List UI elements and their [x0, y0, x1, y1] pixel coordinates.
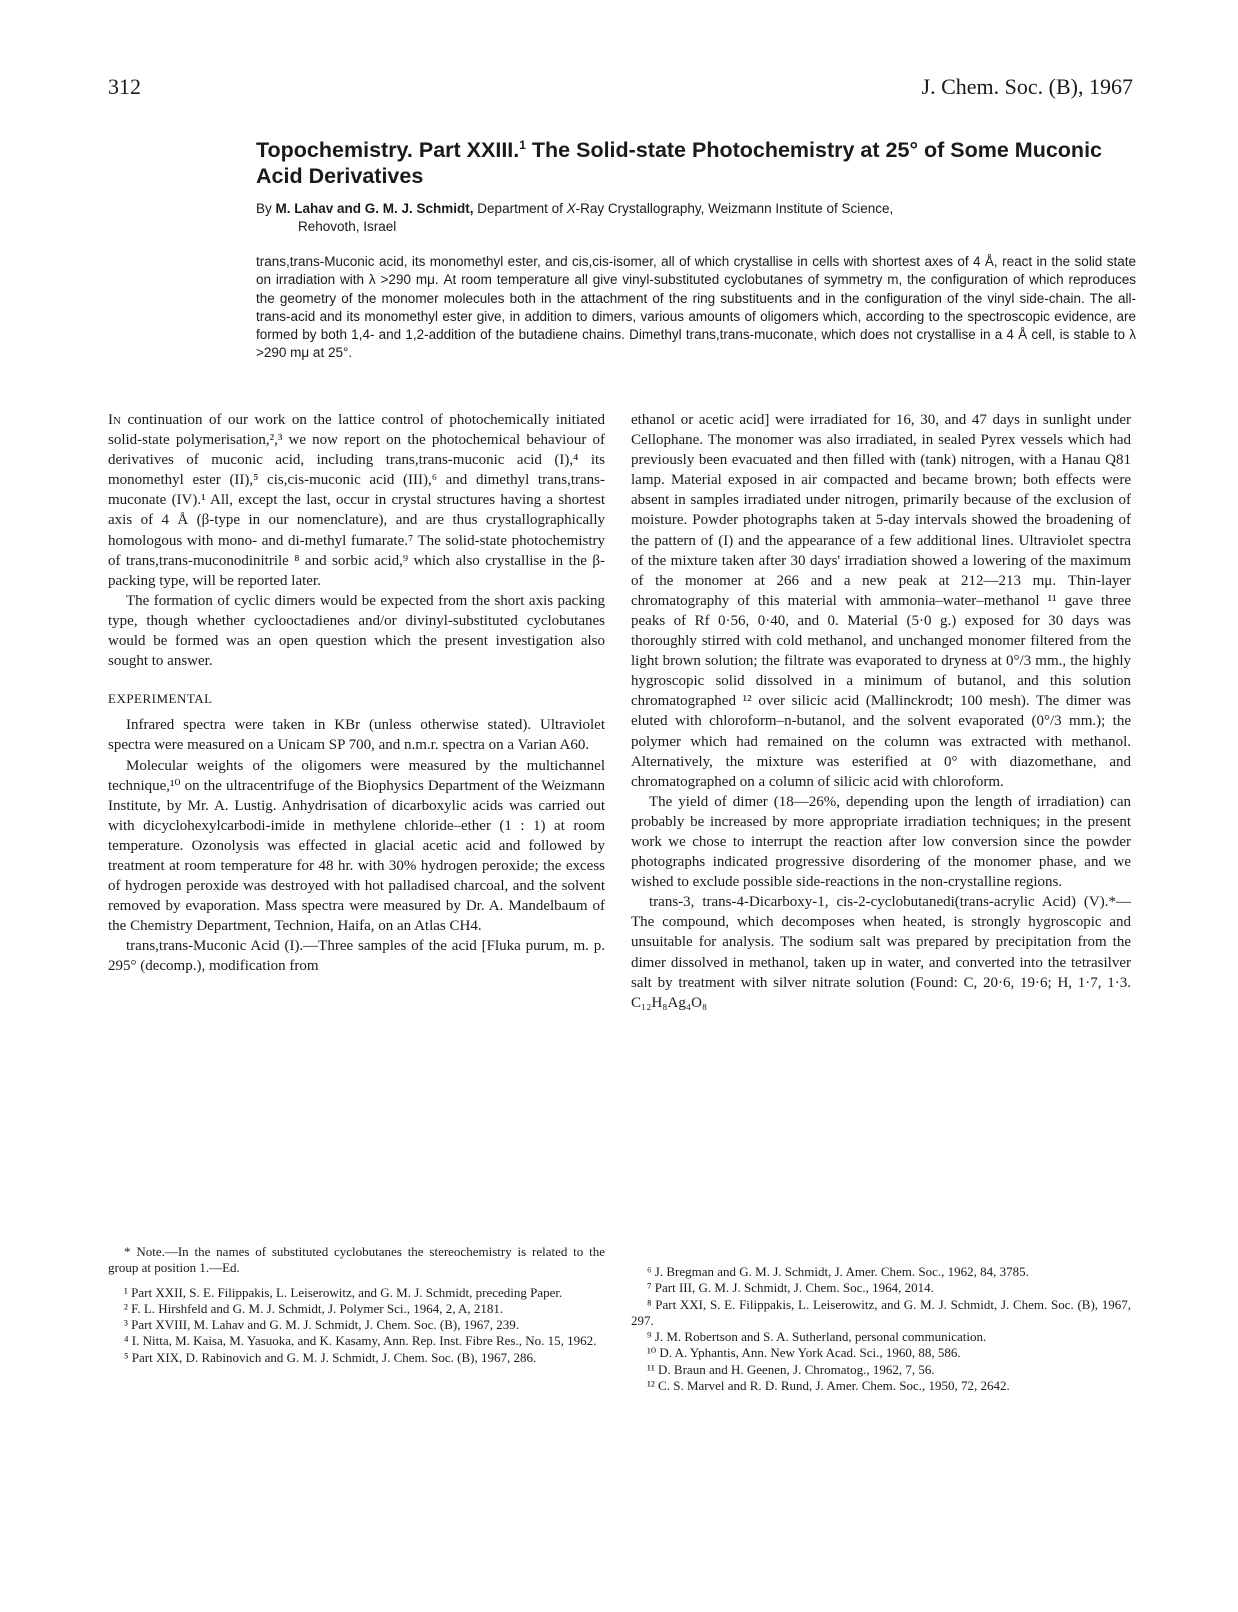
author-block: [256, 200, 1136, 236]
title-main: Topochemistry. Part XXIII.: [256, 138, 520, 163]
page-number: 312: [108, 74, 141, 99]
affiliation-part-2: -Ray Crystallography, Weizmann Institute of Science,: [575, 201, 894, 216]
drop-cap: In: [108, 412, 121, 428]
article-title: [256, 132, 1136, 189]
affiliation-part-1: Department of: [473, 201, 567, 216]
author-by: By: [256, 201, 276, 216]
intro-paragraph-1: [108, 410, 605, 591]
footnote-7: ⁷ Part III, G. M. J. Schmidt, J. Chem. Soc., 1964, 2014.: [647, 1280, 934, 1296]
footnote-12: ¹² C. S. Marvel and R. D. Rund, J. Amer. Chem. Soc., 1950, 72, 2642.: [647, 1378, 1010, 1394]
footnotes-right: [631, 1264, 1131, 1394]
right-paragraph-3: trans-3, trans-4-Dicarboxy-1, cis-2-cyclobutanedi(trans-acrylic Acid) (V).*—The compound, which decomposes when heated, is strongly hygroscopic and unsuitable for analysis. The sodium salt was prepared by precipitation from the dimer dissolved in methanol, taken up in water, and converted into the tetrasilver salt by treatment with silver nitrate solution (Found: C, 20·6, 19·6; H, 1·7, 1·3. C₁₂H₈Ag₄O₈: [631, 894, 1131, 1011]
footnote-10: ¹⁰ D. A. Yphantis, Ann. New York Acad. Sci., 1960, 88, 586.: [647, 1345, 961, 1361]
footnote-2: ² F. L. Hirshfeld and G. M. J. Schmidt, J. Polymer Sci., 1964, 2, A, 2181.: [124, 1300, 504, 1316]
footnote-6: ⁶ J. Bregman and G. M. J. Schmidt, J. Amer. Chem. Soc., 1962, 84, 3785.: [647, 1264, 1029, 1279]
title-rest: The Solid-state Photochemistry at 25° of Some Muconic Acid Derivatives: [256, 138, 1102, 189]
footnote-4: ⁴ I. Nitta, M. Kaisa, M. Yasuoka, and K. Kasamy, Ann. Rep. Inst. Fibre Res., No. 15, 1962.: [124, 1333, 597, 1349]
footnote-8: ⁸ Part XXI, S. E. Filippakis, L. Leiserowitz, and G. M. J. Schmidt, J. Chem. Soc. (B), 1967, 297.: [631, 1296, 1131, 1328]
footnote-11: ¹¹ D. Braun and H. Geenen, J. Chromatog., 1962, 7, 56.: [647, 1361, 935, 1377]
footnote-3: ³ Part XVIII, M. Lahav and G. M. J. Schmidt, J. Chem. Soc. (B), 1967, 239.: [124, 1317, 519, 1333]
author-names: M. Lahav and G. M. J. Schmidt,: [275, 201, 474, 216]
intro-paragraph-1-text: continuation of our work on the lattice control of photochemically initiated solid-state polymerisation,²,³ we now report on the photochemical behaviour of derivatives of muconic acid, including trans,trans-muconic acid (I),⁴ its monomethyl ester (II),⁵ cis,cis-muconic acid (III),⁶ and dimethyl trans,trans-muconate (IV).¹ All, except the last, occur in crystal structures having a shortest axis of 4 Å (β-type in our nomenclature), and are thus crystallographically homologous with mono- and di-methyl fumarate.⁷ The solid-state photochemistry of trans,trans-muconodinitrile ⁸ and sorbic acid,⁹ which also crystallise in the β-packing type, will be reported later.: [108, 412, 605, 589]
left-column: [108, 410, 605, 977]
experimental-paragraph-2: Molecular weights of the oligomers were measured by the multichannel technique,¹⁰ on the ultracentrifuge of the Biophysics Department of the Weizmann Institute, by Mr. A. Lustig. Anhydrisation of dicarboxylic acids was carried out with dicyclohexylcarbodi-imide in methylene chloride–ether (1 : 1) at room temperature. Ozonolysis was effected in glacial acetic acid and followed by treatment at room temperature for 48 hr. with 30% hydrogen peroxide; the excess of hydrogen peroxide was destroyed with hot palladised charcoal, and the solvent removed by evaporation. Mass spectra were measured by Dr. A. Mandelbaum of the Chemistry Department, Technion, Haifa, on an Atlas CH4.: [108, 757, 605, 935]
affiliation-city: Rehovoth, Israel: [298, 219, 397, 234]
affiliation-x: X: [566, 201, 576, 216]
journal-citation: J. Chem. Soc. (B), 1967: [921, 74, 1133, 99]
title-footnote-ref: 1: [519, 138, 526, 152]
intro-paragraph-2: The formation of cyclic dimers would be expected from the short axis packing type, though whether cyclooctadienes and/or divinyl-substituted cyclobutanes would be formed was an open question which the present investigation also sought to answer.: [108, 592, 605, 670]
footnote-note: * Note.—In the names of substituted cyclobutanes the stereochemistry is related to the group at position 1.—Ed.: [108, 1244, 605, 1276]
experimental-paragraph-3: trans,trans-Muconic Acid (I).—Three samples of the acid [Fluka purum, m. p. 295° (decomp.), modification from: [108, 938, 605, 975]
footnote-1: ¹ Part XXII, S. E. Filippakis, L. Leiserowitz, and G. M. J. Schmidt, preceding Paper.: [124, 1284, 563, 1300]
abstract: trans,trans-Muconic acid, its monomethyl ester, and cis,cis-isomer, all of which crystallise in cells with shortest axes of 4 Å, react in the solid state on irradiation with λ >290 mμ. At room temperature all give vinyl-substituted cyclobutanes of symmetry m, the configuration of which reproduces the geometry of the monomer molecules both in the attachment of the ring substituents and in the configuration of the vinyl side-chain. The all-trans-acid and its monomethyl ester give, in addition to dimers, various amounts of oligomers which, according to the spectroscopic evidence, are formed by both 1,4- and 1,2-addition of the butadiene chains. Dimethyl trans,trans-muconate, which does not crystallise in a 4 Å cell, is stable to λ >290 mμ at 25°.: [256, 254, 1136, 361]
right-paragraph-2: The yield of dimer (18—26%, depending upon the length of irradiation) can probably be increased by more appropriate irradiation techniques; in the present work we chose to interrupt the reaction after low conversion since the powder photographs indicated progressive disordering of the monomer phase, and we wished to exclude possible side-reactions in the non-crystalline regions.: [631, 793, 1131, 891]
footnote-9: ⁹ J. M. Robertson and S. A. Sutherland, personal communication.: [647, 1329, 987, 1345]
experimental-paragraph-1: Infrared spectra were taken in KBr (unless otherwise stated). Ultraviolet spectra were measured on a Unicam SP 700, and n.m.r. spectra on a Varian A60.: [108, 717, 605, 754]
footnotes-left: [108, 1244, 605, 1366]
section-heading-experimental: EXPERIMENTAL: [108, 691, 213, 707]
right-paragraph-1: ethanol or acetic acid] were irradiated for 16, 30, and 47 days in sunlight under Cellophane. The monomer was also irradiated, in sealed Pyrex vessels which had previously been evacuated and then filled with (tank) nitrogen, with a Hanau Q81 lamp. Material exposed in air compacted and became brown; both effects were absent in samples irradiated under nitrogen, primarily because of the exclusion of moisture. Powder photographs taken at 5-day intervals showed the broadening of the pattern of (I) and the appearance of a few additional lines. Ultraviolet spectra of the mixture taken after 30 days' irradiation showed a lowering of the maximum of the monomer at 266 and a new peak at 212—213 mμ. Thin-layer chromatography of this material with ammonia–water–methanol ¹¹ gave three peaks of Rf 0·56, 0·40, and 0. Material (5·0 g.) exposed for 30 days was thoroughly stirred with cold methanol, and unchanged monomer filtered from the light brown solution; the filtrate was evaporated to dryness at 0°/3 mm., the highly hygroscopic solid dissolved in a minimum of butanol, and this solution chromatographed ¹² over silicic acid (Mallinckrodt; 100 mesh). The dimer was eluted with chloroform–n-butanol, and the solvent evaporated (0°/3 mm.); the polymer which had remained on the column was extracted with methanol. Alternatively, the mixture was esterified at 0° with diazomethane, and chromatographed on a column of silicic acid with chloroform.: [631, 412, 1131, 790]
footnote-5: ⁵ Part XIX, D. Rabinovich and G. M. J. Schmidt, J. Chem. Soc. (B), 1967, 286.: [124, 1349, 537, 1365]
right-column: [631, 410, 1131, 1013]
